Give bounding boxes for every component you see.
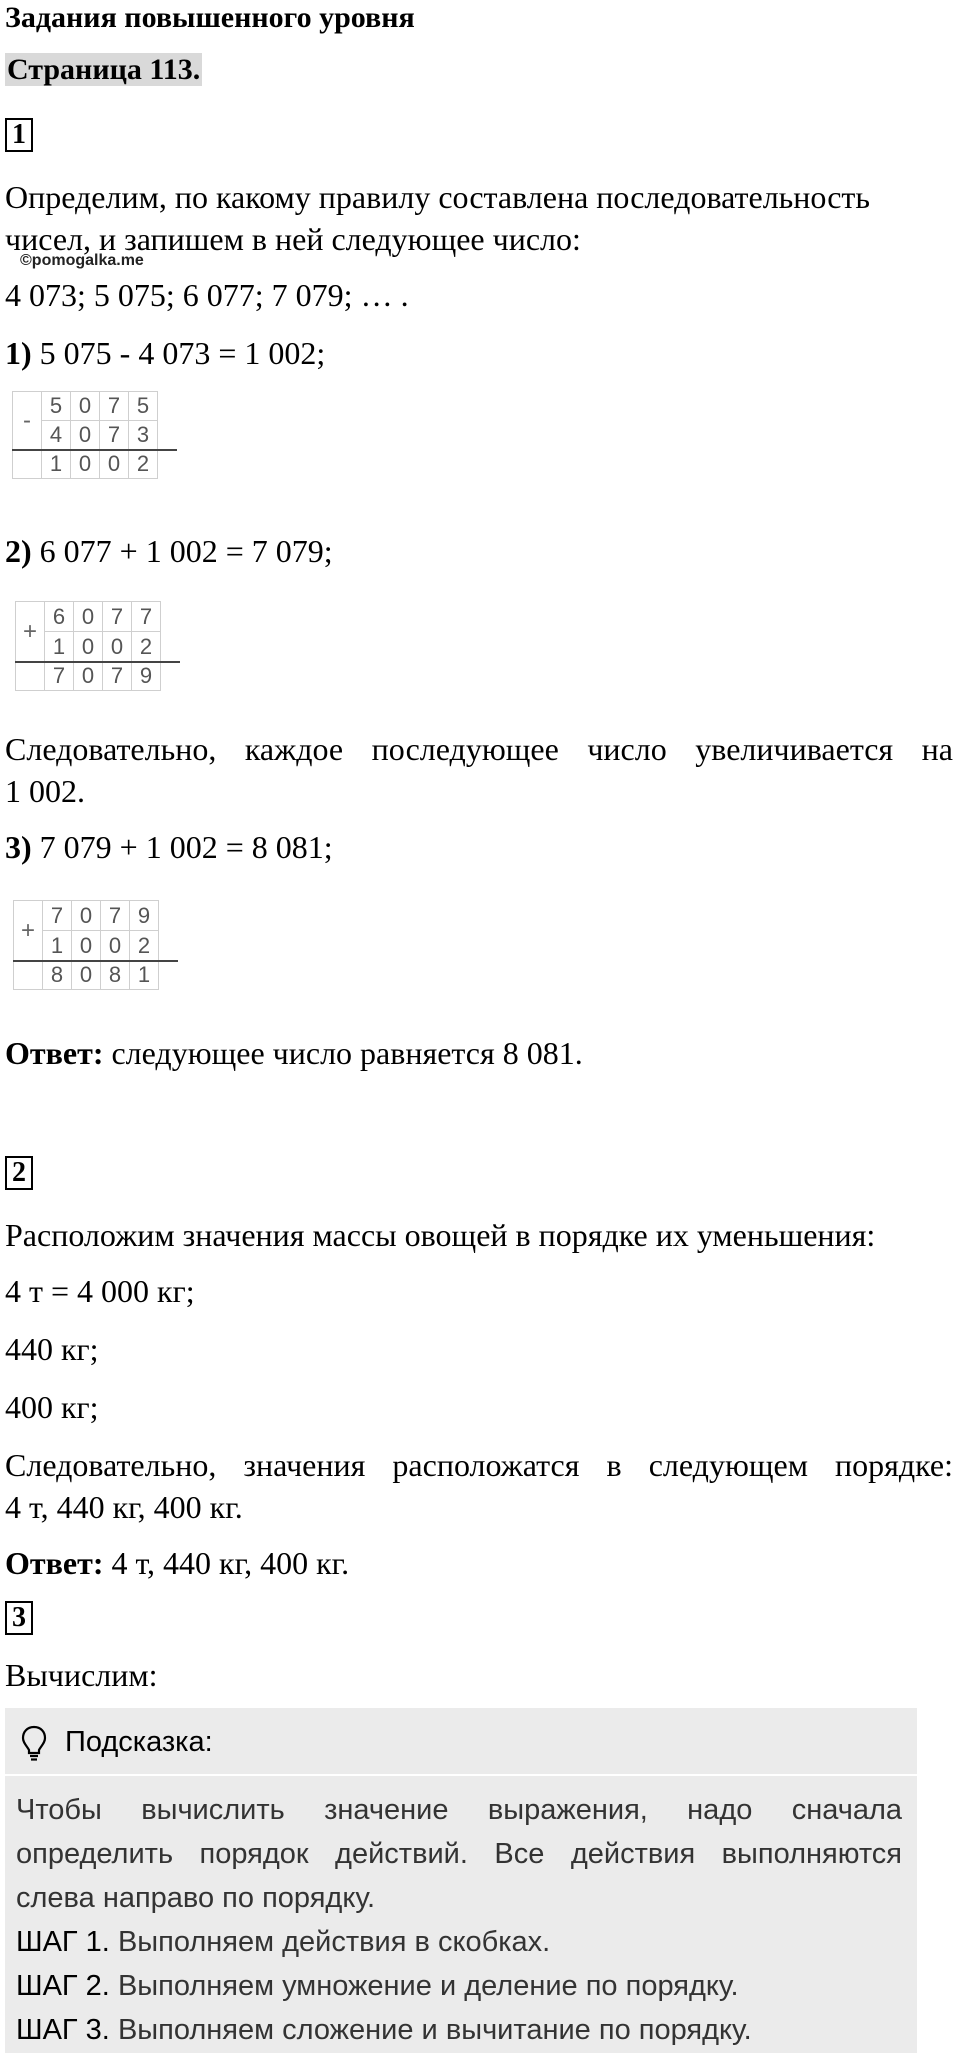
- plus-sign: +: [16, 602, 45, 662]
- answer-text: следующее число равняется 8 081.: [111, 1035, 583, 1071]
- task2-answer: [5, 1542, 349, 1584]
- task1-conclusion-line1: Следовательно, каждое последующее число увеличивается на: [5, 731, 953, 767]
- empty-cell: [14, 961, 43, 990]
- answer-label: Ответ:: [5, 1545, 104, 1581]
- task2-conclusion-line2: 4 т, 440 кг, 400 кг.: [5, 1489, 243, 1525]
- digit-cell: 7: [103, 602, 132, 632]
- digit-cell: 0: [72, 901, 101, 931]
- step-label: ШАГ 1.: [16, 1926, 110, 1958]
- plus-sign: +: [14, 901, 43, 961]
- digit-cell: 0: [72, 961, 101, 990]
- digit-cell: 9: [130, 901, 159, 931]
- hint-line1: Чтобы вычислить значение выражения, надо сначала: [16, 1794, 902, 1826]
- answer-label: Ответ:: [5, 1035, 104, 1071]
- digit-cell: 5: [42, 392, 71, 421]
- digit-cell: 2: [130, 931, 159, 961]
- digit-cell: 5: [129, 392, 158, 421]
- column-subtraction-grid-1: [12, 391, 158, 479]
- task2-item3: 400 кг;: [5, 1389, 99, 1425]
- digit-cell: 3: [129, 421, 158, 450]
- task1-sequence: 4 073; 5 075; 6 077; 7 079; … .: [5, 277, 409, 313]
- step3-label: 3): [5, 829, 32, 865]
- digit-cell: 0: [71, 450, 100, 479]
- digit-cell: 0: [71, 392, 100, 421]
- task2-item2: 440 кг;: [5, 1331, 99, 1367]
- digit-cell: 6: [45, 602, 74, 632]
- hint-box: [5, 1708, 917, 2053]
- minus-sign: -: [13, 392, 42, 450]
- task-number-3: 3: [5, 1601, 33, 1635]
- step-label: ШАГ 3.: [16, 2014, 110, 2046]
- task1-step3: [5, 826, 333, 868]
- digit-cell: 0: [72, 931, 101, 961]
- column-addition-grid-3: [13, 900, 159, 990]
- task1-conclusion-line2: 1 002.: [5, 773, 85, 809]
- lightbulb-icon: [19, 1724, 49, 1767]
- digit-cell: 0: [101, 931, 130, 961]
- digit-cell: 9: [132, 662, 161, 691]
- answer-text: 4 т, 440 кг, 400 кг.: [111, 1545, 350, 1581]
- page-label: Страница 113.: [7, 53, 201, 86]
- page-title: [5, 52, 202, 88]
- digit-cell: 0: [100, 450, 129, 479]
- digit-cell: 7: [43, 901, 72, 931]
- step-text: Выполняем умножение и деление по порядку.: [117, 1970, 739, 2002]
- digit-cell: 7: [45, 662, 74, 691]
- task1-intro-line1: Определим, по какому правилу составлена последовательность: [5, 179, 870, 215]
- task-number-2: 2: [5, 1156, 33, 1190]
- result-line: [13, 960, 178, 962]
- column-addition-grid-2: [15, 601, 161, 691]
- digit-cell: 1: [45, 632, 74, 662]
- step1-label: 1): [5, 335, 32, 371]
- step3-expression: 7 079 + 1 002 = 8 081;: [39, 829, 333, 865]
- hint-line3: слева направо по порядку.: [16, 1882, 376, 1914]
- hint-line2: определить порядок действий. Все действия выполняются: [16, 1838, 902, 1870]
- hint-step2: [16, 1964, 902, 2008]
- task1-step1: [5, 332, 325, 374]
- digit-cell: 8: [101, 961, 130, 990]
- hint-title: Подсказка:: [65, 1726, 213, 1758]
- digit-cell: 4: [42, 421, 71, 450]
- digit-cell: 2: [129, 450, 158, 479]
- step-text: Выполняем действия в скобках.: [117, 1926, 551, 1958]
- digit-cell: 1: [130, 961, 159, 990]
- watermark: ©pomogalka.me: [20, 252, 144, 269]
- empty-cell: [16, 662, 45, 691]
- digit-cell: 0: [74, 602, 103, 632]
- task-number-1: 1: [5, 118, 33, 152]
- task2-item1: 4 т = 4 000 кг;: [5, 1273, 195, 1309]
- empty-cell: [13, 450, 42, 479]
- digit-cell: 0: [74, 662, 103, 691]
- digit-cell: 7: [100, 421, 129, 450]
- digit-cell: 7: [101, 901, 130, 931]
- digit-cell: 0: [71, 421, 100, 450]
- step2-expression: 6 077 + 1 002 = 7 079;: [39, 533, 333, 569]
- hint-step1: [16, 1920, 902, 1964]
- digit-cell: 7: [132, 602, 161, 632]
- digit-cell: 1: [43, 931, 72, 961]
- digit-cell: 7: [103, 662, 132, 691]
- result-line: [15, 661, 180, 663]
- hint-divider: [5, 1774, 917, 1776]
- digit-cell: 1: [42, 450, 71, 479]
- step-text: Выполняем сложение и вычитание по порядку.: [117, 2014, 752, 2046]
- task2-conclusion-line1: Следовательно, значения расположатся в следующем порядке:: [5, 1447, 953, 1483]
- section-title: Задания повышенного уровня: [5, 1, 415, 34]
- task3-intro: Вычислим:: [5, 1657, 158, 1693]
- hint-step3: [16, 2008, 902, 2052]
- digit-cell: 0: [103, 632, 132, 662]
- task1-answer: [5, 1032, 583, 1074]
- digit-cell: 0: [74, 632, 103, 662]
- task2-intro: Расположим значения массы овощей в порядке их уменьшения:: [5, 1217, 876, 1253]
- step2-label: 2): [5, 533, 32, 569]
- result-line: [12, 449, 177, 451]
- digit-cell: 8: [43, 961, 72, 990]
- digit-cell: 7: [100, 392, 129, 421]
- step-label: ШАГ 2.: [16, 1970, 110, 2002]
- task1-intro-line2: чисел, и запишем в ней следующее число:: [5, 221, 581, 257]
- task1-step2: [5, 530, 333, 572]
- digit-cell: 2: [132, 632, 161, 662]
- step1-expression: 5 075 - 4 073 = 1 002;: [39, 335, 326, 371]
